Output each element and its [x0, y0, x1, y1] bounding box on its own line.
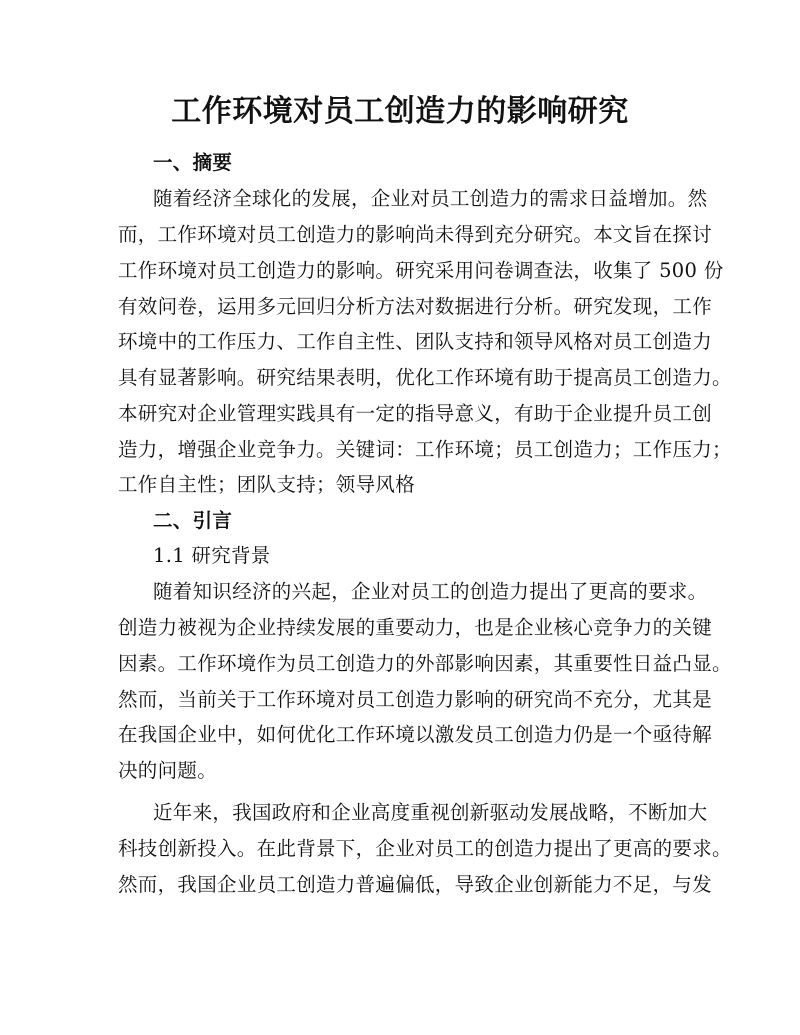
abstract-line: 具有显著影响。研究结果表明，优化工作环境有助于提高员工创造力。 [118, 366, 732, 389]
background-line: 科技创新投入。在此背景下，企业对员工的创造力提出了更高的要求。 [118, 837, 732, 860]
abstract-line: 造力，增强企业竞争力。关键词：工作环境；员工创造力；工作压力； [118, 438, 732, 461]
background-line: 创造力被视为企业持续发展的重要动力，也是企业核心竞争力的关键 [118, 616, 713, 639]
abstract-line: 随着经济全球化的发展，企业对员工创造力的需求日益增加。然 [153, 187, 708, 210]
abstract-line: 有效问卷，运用多元回归分析方法对数据进行分析。研究发现，工作 [118, 295, 713, 318]
abstract-line: 工作自主性；团队支持；领导风格 [118, 473, 416, 496]
section-heading-abstract: 一、摘要 [153, 151, 233, 174]
background-line: 随着知识经济的兴起，企业对员工的创造力提出了更高的要求。 [153, 580, 708, 603]
page-title: 工作环境对员工创造力的影响研究 [171, 94, 629, 129]
background-line: 因素。工作环境作为员工创造力的外部影响因素，其重要性日益凸显。 [118, 652, 732, 675]
background-line: 在我国企业中，如何优化工作环境以激发员工创造力仍是一个亟待解 [118, 723, 713, 746]
background-line: 决的问题。 [118, 759, 218, 782]
abstract-line: 环境中的工作压力、工作自主性、团队支持和领导风格对员工创造力 [118, 330, 713, 353]
abstract-line: 本研究对企业管理实践具有一定的指导意义，有助于企业提升员工创 [118, 402, 713, 425]
background-line: 近年来，我国政府和企业高度重视创新驱动发展战略，不断加大 [153, 801, 708, 824]
abstract-line: 而，工作环境对员工创造力的影响尚未得到充分研究。本文旨在探讨 [118, 223, 713, 246]
background-line: 然而，我国企业员工创造力普遍偏低，导致企业创新能力不足，与发 [118, 873, 713, 896]
background-line: 然而，当前关于工作环境对员工创造力影响的研究尚不充分，尤其是 [118, 688, 713, 711]
abstract-line: 工作环境对员工创造力的影响。研究采用问卷调查法，收集了 500 份 [118, 259, 724, 282]
subsection-heading-background: 1.1 研究背景 [153, 544, 271, 567]
section-heading-introduction: 二、引言 [153, 509, 233, 532]
